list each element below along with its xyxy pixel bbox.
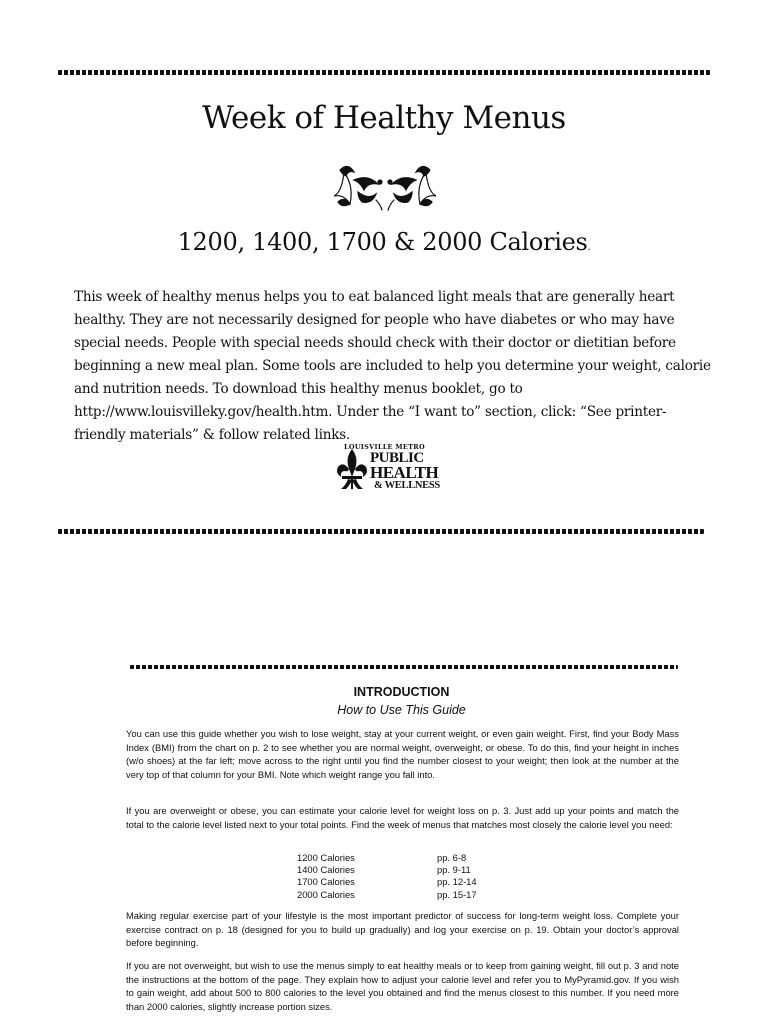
introduction-paragraph-3: Making regular exercise part of your lifestyle is the most important predictor of success for long-term weight loss. Complete your exercise contract on p. 18 (designed for you to build up gradually) and log your exercise on p. 19. Obtain your doctor’s approval before beginning. — [126, 910, 679, 949]
calorie-pages: pp. 12-14 — [437, 876, 477, 888]
introduction-paragraph-4: If you are not overweight, but wish to use the menus simply to eat healthy meals or to keep from gaining weight, fill out p. 3 and note the instructions at the bottom of the page. They explain how to adjust your calorie level and refer you to MyPyramid.gov. If you wish to gain weight, add about 500 to 800 calories to the level you obtained and find the menus closest to this number. If you need more than 2000 calories, slightly increase portion sizes. — [126, 960, 679, 1012]
subtitle-text: 1200, 1400, 1700 & 2000 Calories — [177, 228, 588, 256]
middle-dashed-divider — [58, 529, 704, 534]
subtitle-dot: . — [587, 242, 591, 253]
calorie-level-row — [297, 889, 527, 901]
calorie-level-row — [297, 876, 527, 888]
introduction-paragraph-2: If you are overweight or obese, you can estimate your calorie level for weight loss on p. 3. Just add up your points and match the total to the calorie level listed next to your total points. Find the week of menus that matches most closely the calorie level you need: — [126, 805, 679, 830]
calorie-level: 2000 Calories — [297, 888, 355, 900]
calorie-level: 1400 Calories — [297, 864, 355, 876]
cover-intro-paragraph: This week of healthy menus helps you to eat balanced light meals that are generally heart healthy. They are not necessarily designed for people who have diabetes or who may have special needs. People with special needs should check with their doctor or dietitian before beginning a new meal plan. Some tools are included to help you determine your weight, calorie and nutrition needs. To download this healthy menus booklet, go to http://www.louisvilleky.gov/health.htm. Under the “I want to” section, click: “See printer-friendly materials” & follow related links. — [74, 289, 711, 443]
calorie-level-table — [297, 852, 527, 901]
floral-ornament-icon — [334, 160, 436, 212]
calorie-levels-subtitle — [0, 228, 768, 256]
calorie-level: 1700 Calories — [297, 876, 355, 888]
calorie-level: 1200 Calories — [297, 852, 355, 863]
logo-line-metro: LOUISVILLE METRO — [344, 443, 425, 451]
calorie-level-row — [297, 852, 527, 864]
louisville-metro-logo — [336, 443, 448, 495]
introduction-heading: INTRODUCTION — [353, 685, 450, 699]
calorie-level-row — [297, 864, 527, 876]
logo-line-wellness: & WELLNESS — [374, 480, 440, 491]
top-dashed-divider — [58, 70, 710, 75]
calorie-pages: pp. 6-8 — [437, 852, 467, 863]
introduction-paragraph-1: You can use this guide whether you wish to lose weight, stay at your current weight, or even gain weight. First, find your Body Mass Index (BMI) from the chart on p. 2 to see whether you are normal weight, overweight, or obese. To do this, find your height in inches (w/o shoes) at the far left; move across to the right until you find the number closest to your weight; then look at the number at the very top of that column for your BMI. Note which weight range you fall into. — [126, 728, 679, 780]
logo-line-public: PUBLIC — [370, 450, 424, 466]
introduction-dashed-divider — [130, 665, 678, 669]
fleur-de-lis-icon — [336, 447, 368, 493]
calorie-pages: pp. 15-17 — [437, 888, 477, 900]
calorie-pages: pp. 9-11 — [437, 864, 471, 876]
introduction-subheading: How to Use This Guide — [337, 703, 466, 717]
logo-line-health: HEALTH — [370, 463, 439, 482]
page-title: Week of Healthy Menus — [202, 100, 566, 136]
